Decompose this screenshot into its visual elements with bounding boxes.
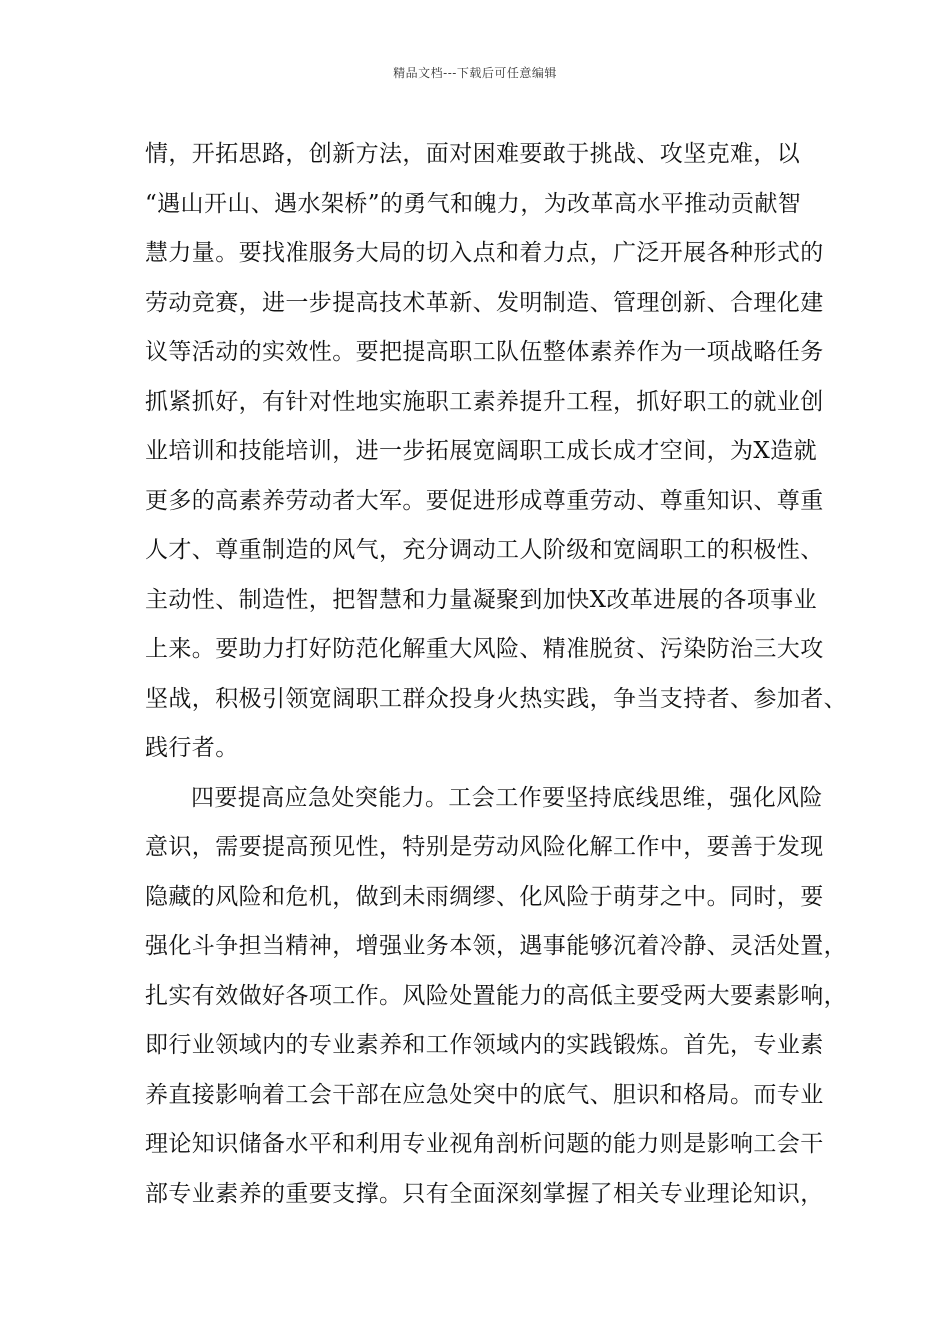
text-line: 意识，需要提高预见性，特别是劳动风险化解工作中，要善于发现 bbox=[145, 834, 824, 860]
page-header: 精品文档---下载后可任意编辑 bbox=[393, 66, 557, 80]
text-line: 议等活动的实效性。要把提高职工队伍整体素养作为一项战略任务 bbox=[145, 339, 824, 365]
text-line: 扎实有效做好各项工作。风险处置能力的高低主要受两大要素影响， bbox=[145, 982, 847, 1009]
text-line: 更多的高素养劳动者大军。要促进形成尊重劳动、尊重知识、尊重 bbox=[145, 487, 824, 514]
text-line: 理论知识储备水平和利用专业视角剖析问题的能力则是影响工会干 bbox=[145, 1131, 824, 1157]
text-line: 主动性、制造性，把智慧和力量凝聚到加快X改革进展的各项事业 bbox=[145, 586, 817, 613]
text-line: 隐藏的风险和危机，做到未雨绸缪、化风险于萌芽之中。同时，要 bbox=[145, 883, 824, 910]
text-line: 人才、尊重制造的风气，充分调动工人阶级和宽阔职工的积极性、 bbox=[145, 537, 824, 563]
text-line: 坚战，积极引领宽阔职工群众投身火热实践，争当支持者、参加者、 bbox=[145, 685, 847, 712]
text-line: 情，开拓思路，创新方法，面对困难要敢于挑战、攻坚克难，以 bbox=[145, 141, 801, 167]
text-line: 上来。要助力打好防范化解重大风险、精准脱贫、污染防治三大攻 bbox=[145, 636, 824, 662]
body-text bbox=[145, 130, 847, 1219]
text-line: 慧力量。要找准服务大局的切入点和着力点，广泛开展各种形式的 bbox=[145, 240, 824, 266]
text-line: 养直接影响着工会干部在应急处突中的底气、胆识和格局。而专业 bbox=[145, 1081, 824, 1108]
paragraph-start-line: 四要提高应急处突能力。工会工作要坚持底线思维，强化风险 bbox=[191, 784, 823, 811]
text-line: “遇山开山、遇水架桥”的勇气和魄力，为改革高水平推动贡献智 bbox=[145, 190, 802, 217]
text-line: 践行者。 bbox=[145, 735, 239, 761]
text-line: 部专业素养的重要支撑。只有全面深刻掌握了相关专业理论知识， bbox=[145, 1180, 824, 1207]
text-line: 业培训和技能培训，进一步拓展宽阔职工成长成才空间，为X造就 bbox=[145, 438, 817, 464]
text-line: 强化斗争担当精神，增强业务本领，遇事能够沉着冷静、灵活处置， bbox=[145, 933, 847, 959]
text-line: 即行业领域内的专业素养和工作领域内的实践锻炼。首先，专业素 bbox=[145, 1032, 824, 1058]
text-line: 抓紧抓好，有针对性地实施职工素养提升工程，抓好职工的就业创 bbox=[145, 388, 824, 415]
text-line: 劳动竞赛，进一步提高技术革新、发明制造、管理创新、合理化建 bbox=[145, 289, 824, 316]
